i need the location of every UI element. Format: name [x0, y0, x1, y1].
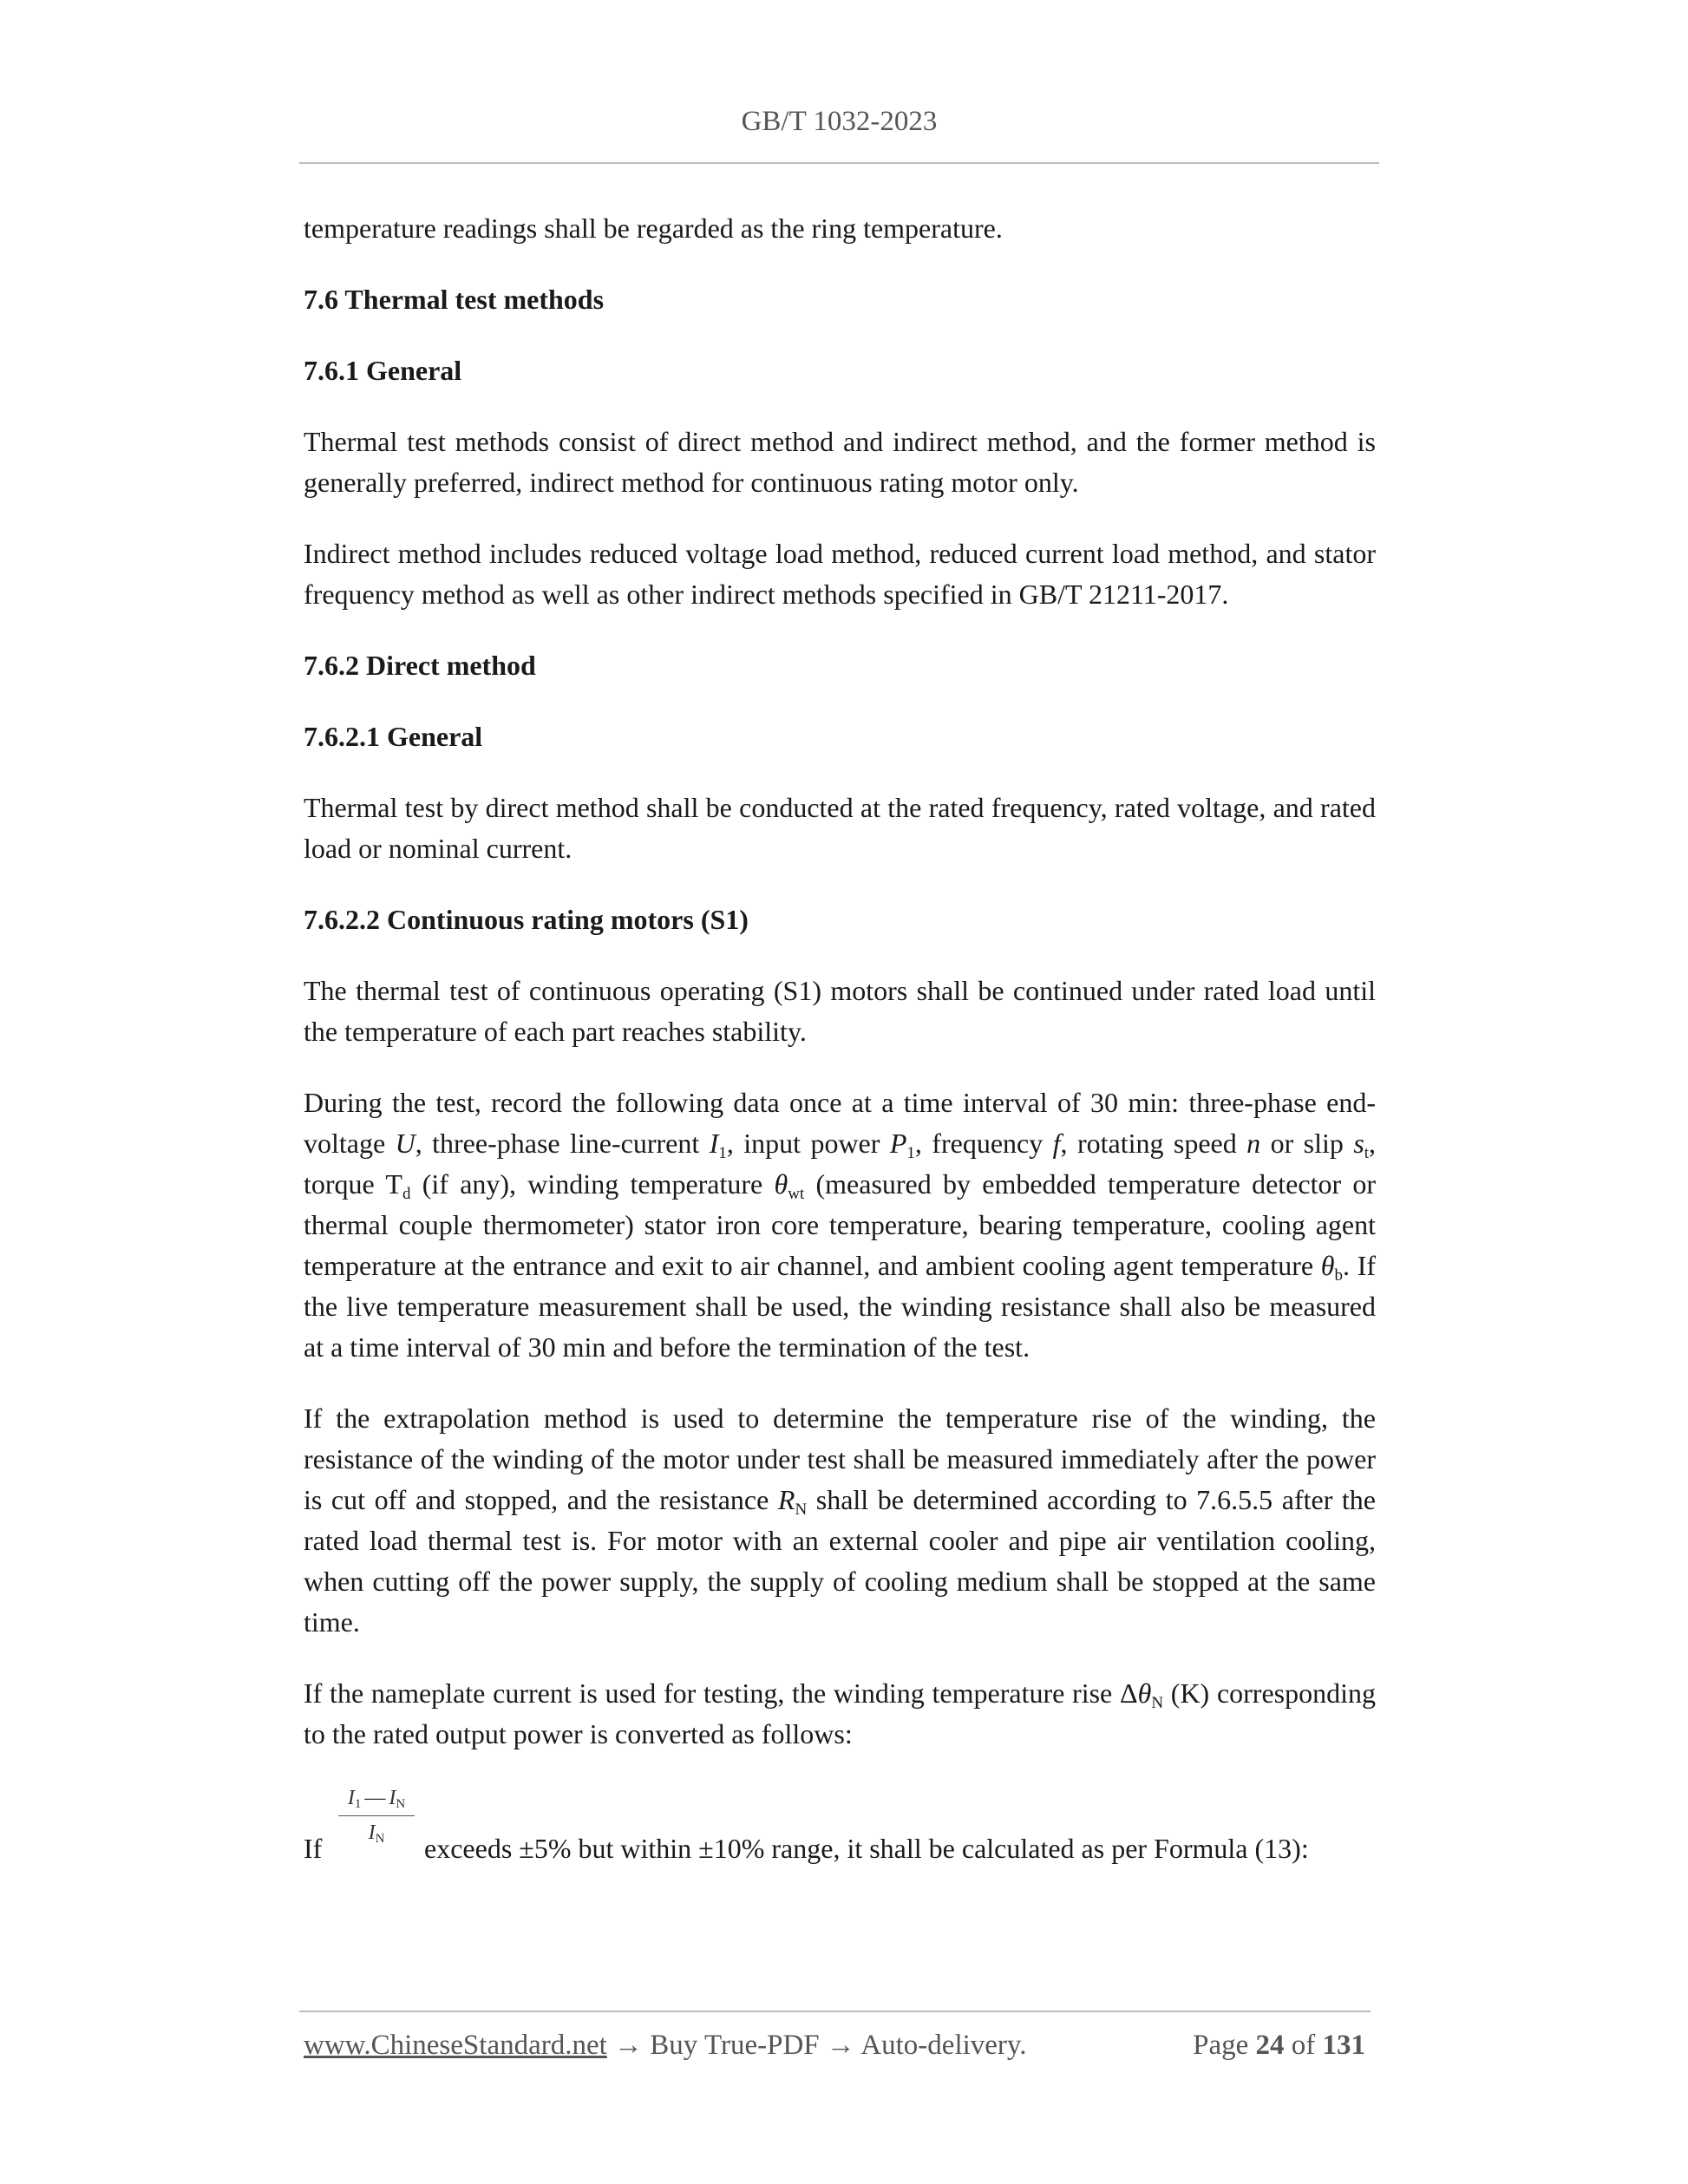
symbol-current: I [368, 1821, 376, 1844]
page-label: Page [1193, 2030, 1249, 2061]
subscript: N [396, 1797, 406, 1811]
paragraph-record-data [304, 1082, 1376, 1368]
subscript: t [1364, 1144, 1370, 1162]
text-run: (measured by embedded temperature detector or thermal couple thermometer) stator iron core temperature, bearing temperature, cooling agent temperature at the entrance and exit to air channel, and ambient cooling agent temperature [304, 1168, 1377, 1281]
text-run: (K) corresponding to the rated output power is converted as follows: [304, 1677, 1377, 1749]
text-run: If the nameplate current is used for testing, the winding temperature rise Δ [304, 1677, 1138, 1709]
symbol-theta: θ [1320, 1250, 1335, 1281]
symbol-resistance: R [777, 1484, 795, 1515]
text-run: , rotating speed [1060, 1128, 1247, 1159]
symbol-current: I [389, 1787, 396, 1809]
of-label: of [1291, 2030, 1316, 2061]
page-total: 131 [1322, 2030, 1365, 2061]
text-run: During the test, record the following data once at a time interval of 30 min: three-phase end-voltage [304, 1087, 1376, 1159]
text-run: or slip [1260, 1128, 1354, 1159]
text-run: shall be determined according to 7.6.5.5 after the rated load thermal test is. For motor with an external cooler and pipe air ventilation cooling, when cutting off the power supply, the supply of cooling medium shall be stopped at the same time. [304, 1484, 1377, 1638]
subscript: 1 [906, 1144, 915, 1162]
formula-condition-line [304, 1785, 1376, 1872]
paragraph-nameplate-current [304, 1673, 1376, 1755]
fraction-numerator [338, 1785, 415, 1816]
header-divider [299, 162, 1379, 164]
document-body [304, 208, 1376, 1872]
symbol-theta: θ [1137, 1677, 1152, 1709]
symbol-slip: s [1353, 1128, 1364, 1159]
symbol-power: P [889, 1128, 907, 1159]
text-run: . If the live temperature measurement shall be used, the winding resistance shall also be measured at a time interval of 30 min and before the termination of the test. [304, 1250, 1377, 1363]
text-run: , torque T [304, 1128, 1377, 1200]
section-heading-7-6-2: 7.6.2 Direct method [304, 650, 536, 681]
paragraph-indirect-method: Indirect method includes reduced voltage load method, reduced current load method, and stator frequency method as well as other indirect methods specified in GB/T 21211-2017. [304, 538, 1376, 610]
subscript: b [1334, 1266, 1343, 1285]
text-run: If the extrapolation method is used to determine the temperature rise of the winding, the resistance of the winding of the motor under test shall be measured immediately after the power is cut off and stopped, and the resistance [304, 1403, 1376, 1515]
subscript: N [795, 1501, 808, 1519]
section-heading-7-6-1: 7.6.1 General [304, 355, 462, 386]
fraction-denominator [338, 1816, 415, 1846]
section-heading-7-6-2-2: 7.6.2.2 Continuous rating motors (S1) [304, 904, 749, 935]
subscript: 1 [718, 1144, 727, 1162]
paragraph-direct-method: Thermal test by direct method shall be conducted at the rated frequency, rated voltage, and rated load or nominal current. [304, 792, 1376, 864]
site-link[interactable]: www.ChineseStandard.net [304, 2030, 607, 2061]
page-header: GB/T 1032-2023 [741, 106, 938, 137]
symbol-current: I [709, 1128, 719, 1159]
paragraph-thermal-methods: Thermal test methods consist of direct method and indirect method, and the former method is generally preferred, indirect method for continuous rating motor only. [304, 426, 1376, 498]
symbol-voltage: U [395, 1128, 415, 1159]
page-number: 24 [1255, 2030, 1285, 2061]
paragraph-extrapolation [304, 1398, 1376, 1643]
text-run: , input power [726, 1128, 890, 1159]
subscript: N [375, 1832, 385, 1846]
footer-promo-text: → Buy True-PDF → Auto-delivery. [606, 2030, 1027, 2061]
footer-promo [304, 2030, 1027, 2062]
fraction [338, 1785, 415, 1846]
symbol-frequency: f [1052, 1128, 1061, 1159]
footer-divider [299, 2011, 1371, 2012]
symbol-speed: n [1246, 1128, 1261, 1159]
symbol-current: I [347, 1787, 355, 1809]
text-run: , frequency [914, 1128, 1053, 1159]
paragraph-s1-motors: The thermal test of continuous operating (S1) motors shall be continued under rated load until the temperature of each part reaches stability. [304, 975, 1376, 1047]
text-run: (if any), winding temperature [410, 1168, 775, 1200]
section-heading-7-6: 7.6 Thermal test methods [304, 284, 605, 315]
symbol-theta: θ [774, 1168, 788, 1200]
subscript: wt [788, 1185, 805, 1203]
formula-condition-text: exceeds ±5% but within ±10% range, it shall be calculated as per Formula (13): [424, 1833, 1309, 1864]
minus-sign: — [364, 1787, 386, 1809]
subscript: N [1151, 1694, 1164, 1712]
subscript: 1 [354, 1797, 362, 1811]
page-indicator [1193, 2030, 1365, 2062]
paragraph-continued: temperature readings shall be regarded as the ring temperature. [304, 213, 1003, 244]
if-word: If [304, 1833, 323, 1864]
text-run: , three-phase line-current [415, 1128, 710, 1159]
section-heading-7-6-2-1: 7.6.2.1 General [304, 721, 483, 752]
subscript: d [402, 1185, 411, 1203]
